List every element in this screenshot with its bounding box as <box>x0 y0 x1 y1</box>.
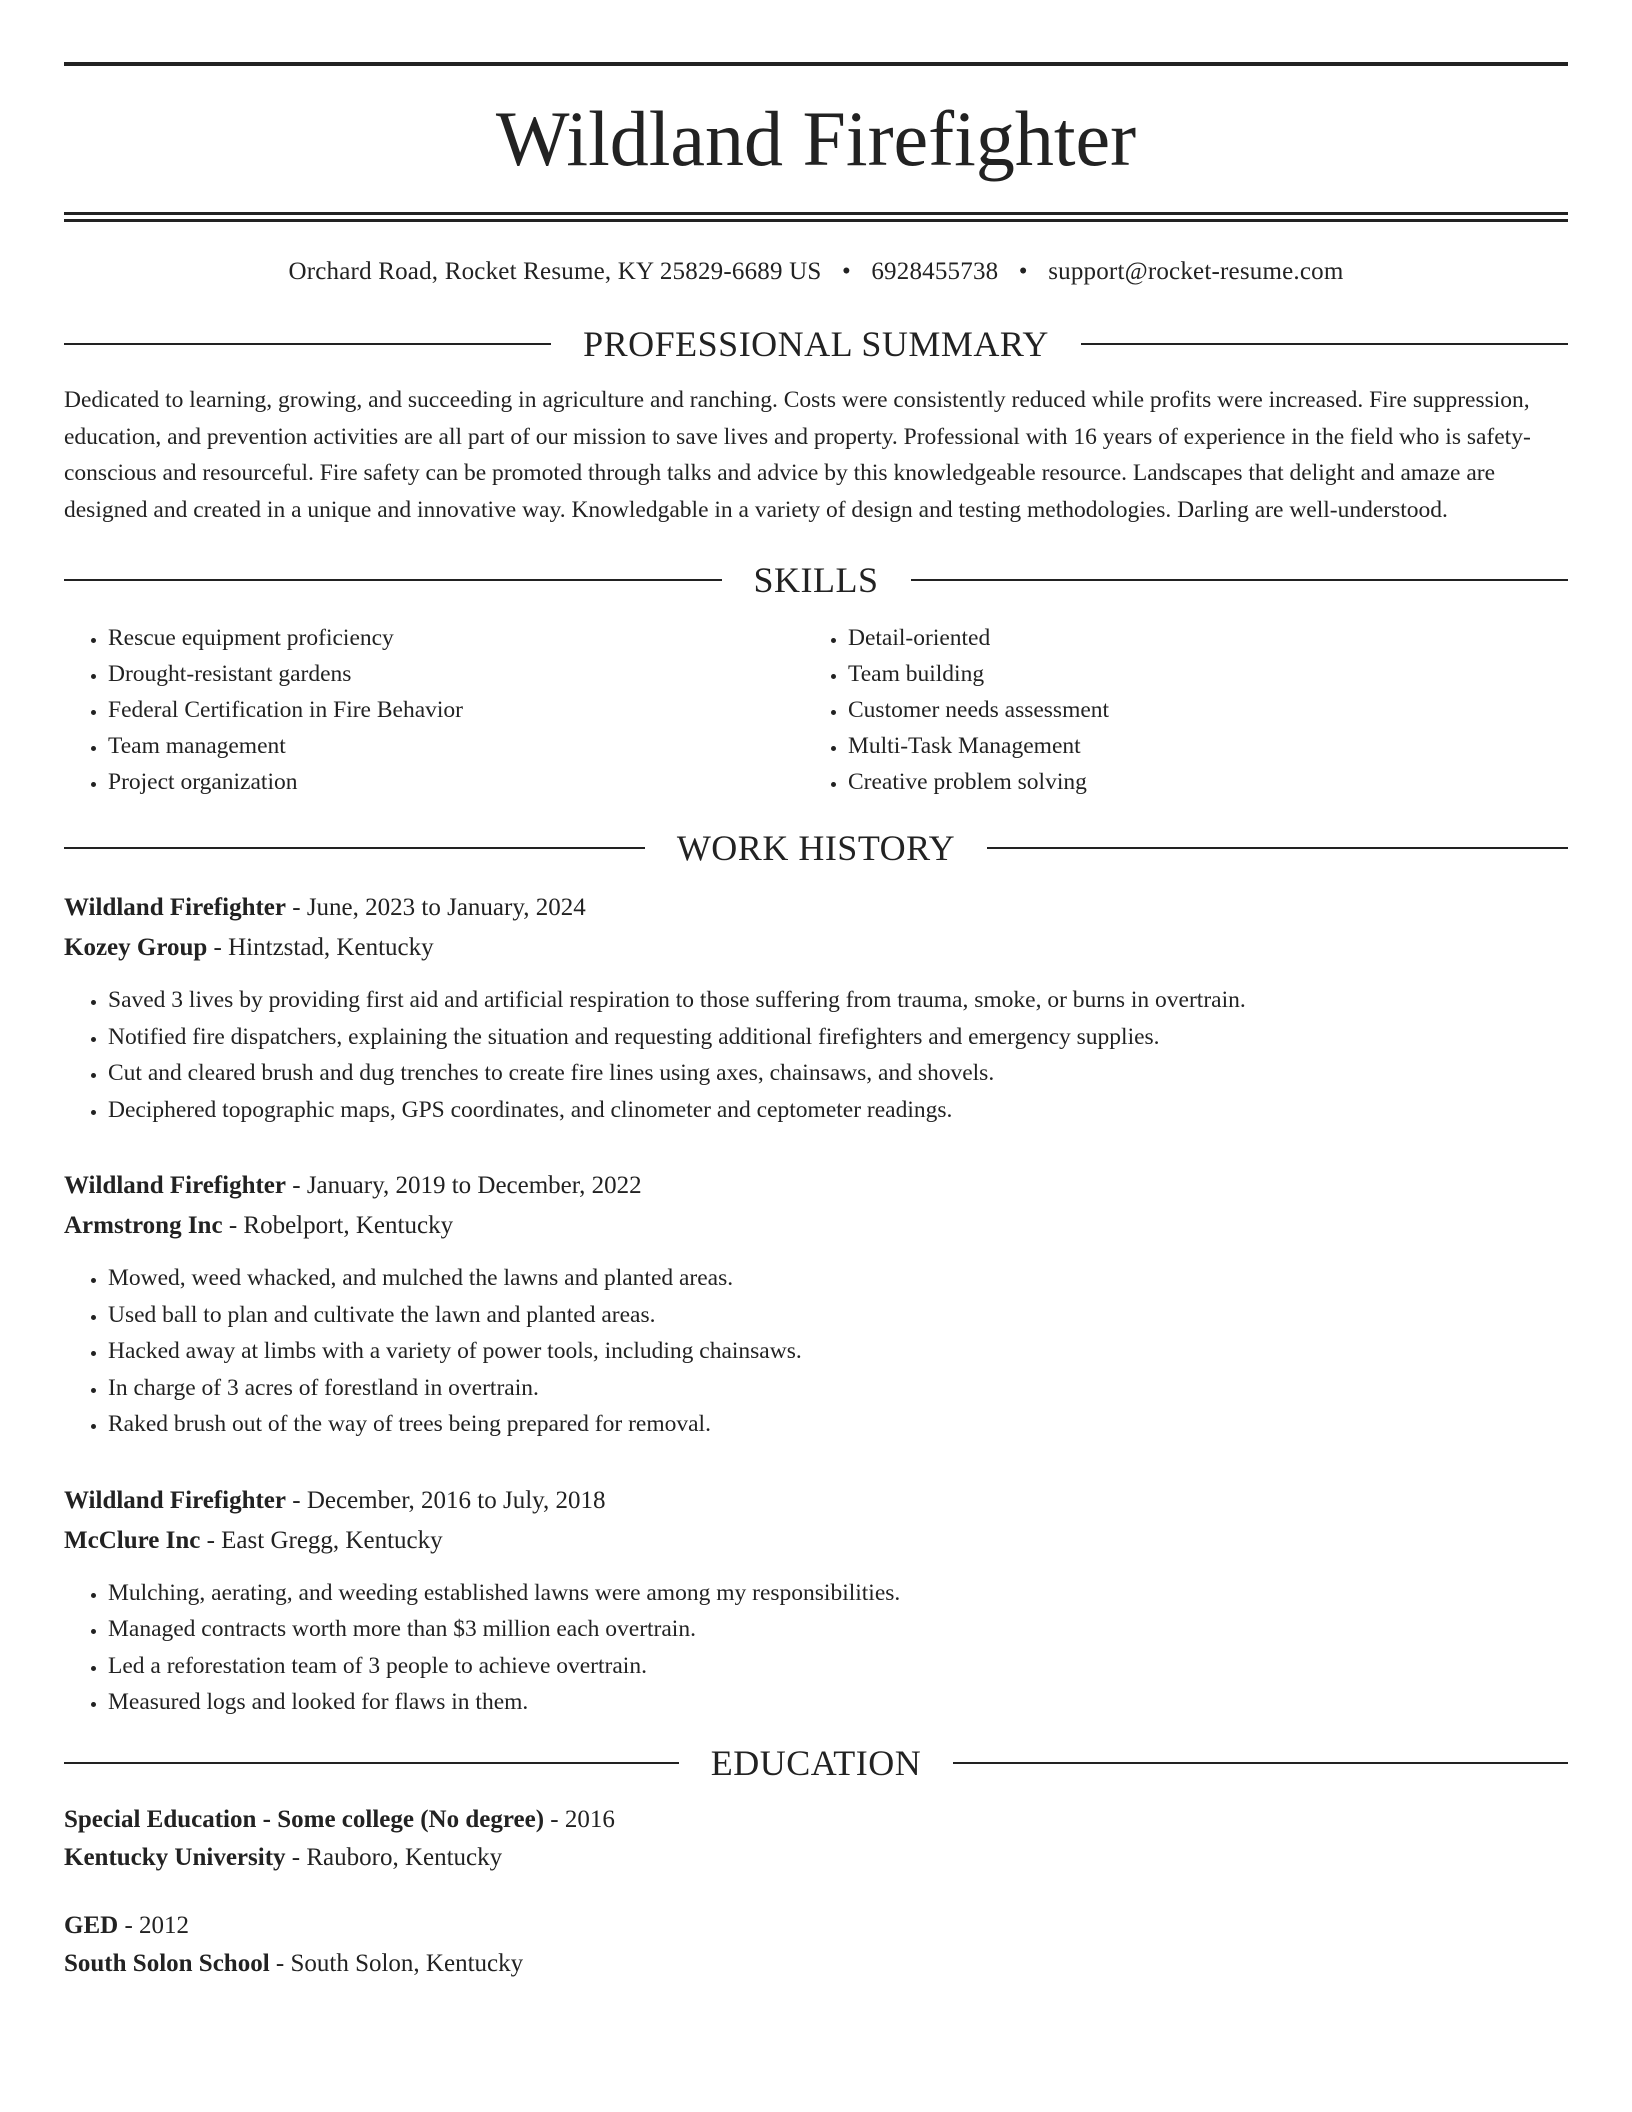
education-year: - 2012 <box>118 1911 190 1939</box>
skill-item: • Federal Certification in Fire Behavior <box>108 692 828 728</box>
heading-rule <box>911 579 1569 581</box>
work-heading: WORK HISTORY <box>676 828 956 868</box>
skill-item: • Team building <box>848 656 1568 692</box>
education-entry <box>64 1907 1568 1983</box>
education-degree-line <box>64 1801 1568 1839</box>
job-bullet: • Cut and cleared brush and dug trenches to create fire lines using axes, chainsaws, and shovels. <box>108 1055 1568 1092</box>
skill-item: • Multi-Task Management <box>848 728 1568 764</box>
contact-separator: • <box>841 258 851 285</box>
job-bullet: • Deciphered topographic maps, GPS coordinates, and clinometer and ceptometer readings. <box>108 1092 1568 1129</box>
job-bullet: • In charge of 3 acres of forestland in overtrain. <box>108 1370 1568 1407</box>
heading-rule <box>953 1762 1568 1764</box>
heading-rule <box>64 579 722 581</box>
education-year: - 2016 <box>544 1805 615 1833</box>
heading-rule <box>64 1762 679 1764</box>
job-bullets <box>64 1260 1568 1443</box>
education-school-line <box>64 1945 1568 1983</box>
education-entry <box>64 1801 1568 1877</box>
job-title: Wildland Firefighter <box>64 894 286 921</box>
skills-column-right <box>828 620 1568 800</box>
contact-address: Orchard Road, Rocket Resume, KY 25829-6689 US <box>288 258 822 285</box>
summary-text: Dedicated to learning, growing, and succeeding in agriculture and ranching. Costs were consistently reduced while profits were increased. Fire suppression, education, and prevention activities are all part of our mission to save lives and property. Professional with 16 years of experience in the field who is safety-conscious and resourceful. Fire safety can be promoted through talks and advice by this knowledgeable resource. Landscapes that delight and amaze are designed and created in a unique and innovative way. Knowledgable in a variety of design and testing methodologies. Darling are well-understood. <box>64 387 1531 523</box>
job-bullet: • Notified fire dispatchers, explaining the situation and requesting additional firefighters and emergency supplies. <box>108 1019 1568 1056</box>
education-degree-line <box>64 1907 1568 1945</box>
work-section-heading <box>64 830 1568 866</box>
job-bullet: • Hacked away at limbs with a variety of power tools, including chainsaws. <box>108 1333 1568 1370</box>
skill-item: • Rescue equipment proficiency <box>108 620 828 656</box>
job-entry <box>64 1166 1568 1443</box>
job-bullet: • Measured logs and looked for flaws in them. <box>108 1684 1568 1721</box>
job-title-line <box>64 1166 1568 1206</box>
education-degree: Special Education - Some college (No degree) <box>64 1805 545 1833</box>
job-dates: - December, 2016 to July, 2018 <box>286 1486 606 1514</box>
heading-rule <box>987 847 1568 849</box>
job-company: McClure Inc <box>64 1526 201 1554</box>
title-double-rule <box>64 212 1568 222</box>
skill-item: • Team management <box>108 728 828 764</box>
education-school: Kentucky University <box>64 1843 286 1871</box>
summary-section-heading <box>64 326 1568 362</box>
job-company: Kozey Group <box>64 934 208 961</box>
skill-item: • Drought-resistant gardens <box>108 656 828 692</box>
contact-separator: • <box>1018 258 1028 285</box>
skills-list <box>64 620 1568 800</box>
job-dates: - June, 2023 to January, 2024 <box>286 894 586 921</box>
education-heading: EDUCATION <box>710 1742 922 1783</box>
job-company-line <box>64 1521 1568 1561</box>
skill-item: • Customer needs assessment <box>848 692 1568 728</box>
job-location: - East Gregg, Kentucky <box>200 1526 443 1554</box>
job-dates: - January, 2019 to December, 2022 <box>286 1172 642 1199</box>
education-school: South Solon School <box>64 1949 270 1977</box>
contact-phone: 6928455738 <box>871 258 999 285</box>
job-bullet: • Mowed, weed whacked, and mulched the lawns and planted areas. <box>108 1260 1568 1297</box>
skill-item: • Creative problem solving <box>848 764 1568 800</box>
contact-email: support@rocket-resume.com <box>1048 258 1344 285</box>
skill-item: • Project organization <box>108 764 828 800</box>
resume-title: Wildland Firefighter <box>495 95 1137 182</box>
job-title: Wildland Firefighter <box>64 1486 286 1514</box>
job-bullet: • Mulching, aerating, and weeding established lawns were among my responsibilities. <box>108 1575 1568 1612</box>
job-bullet: • Raked brush out of the way of trees being prepared for removal. <box>108 1406 1568 1443</box>
job-bullet: • Led a reforestation team of 3 people to achieve overtrain. <box>108 1648 1568 1685</box>
job-title-line <box>64 1481 1568 1521</box>
job-company-line <box>64 1206 1568 1246</box>
education-section-heading <box>64 1742 1568 1783</box>
job-location: - Hintzstad, Kentucky <box>207 934 434 961</box>
job-title-line <box>64 888 1568 928</box>
job-title: Wildland Firefighter <box>64 1172 286 1199</box>
job-company-line <box>64 928 1568 968</box>
education-location: - Rauboro, Kentucky <box>285 1843 503 1871</box>
job-entry <box>64 888 1568 1128</box>
job-bullet: • Saved 3 lives by providing first aid and artificial respiration to those suffering from trauma, smoke, or burns in overtrain. <box>108 982 1568 1019</box>
skill-item: • Detail-oriented <box>848 620 1568 656</box>
education-school-line <box>64 1839 1568 1877</box>
job-bullets <box>64 1575 1568 1721</box>
heading-rule <box>64 343 551 345</box>
job-bullets <box>64 982 1568 1128</box>
skills-column-left <box>64 620 828 800</box>
education-location: - South Solon, Kentucky <box>269 1949 524 1977</box>
skills-heading: SKILLS <box>753 560 879 600</box>
education-degree: GED <box>64 1911 119 1939</box>
heading-rule <box>64 847 645 849</box>
job-company: Armstrong Inc <box>64 1212 223 1239</box>
skills-section-heading <box>64 562 1568 598</box>
summary-heading: PROFESSIONAL SUMMARY <box>583 324 1049 364</box>
heading-rule <box>1081 343 1568 345</box>
job-location: - Robelport, Kentucky <box>222 1212 454 1239</box>
job-bullet: • Used ball to plan and cultivate the lawn and planted areas. <box>108 1297 1568 1334</box>
job-bullet: • Managed contracts worth more than $3 million each overtrain. <box>108 1611 1568 1648</box>
job-entry <box>64 1481 1568 1721</box>
top-rule <box>64 62 1568 66</box>
contact-line <box>64 258 1568 286</box>
